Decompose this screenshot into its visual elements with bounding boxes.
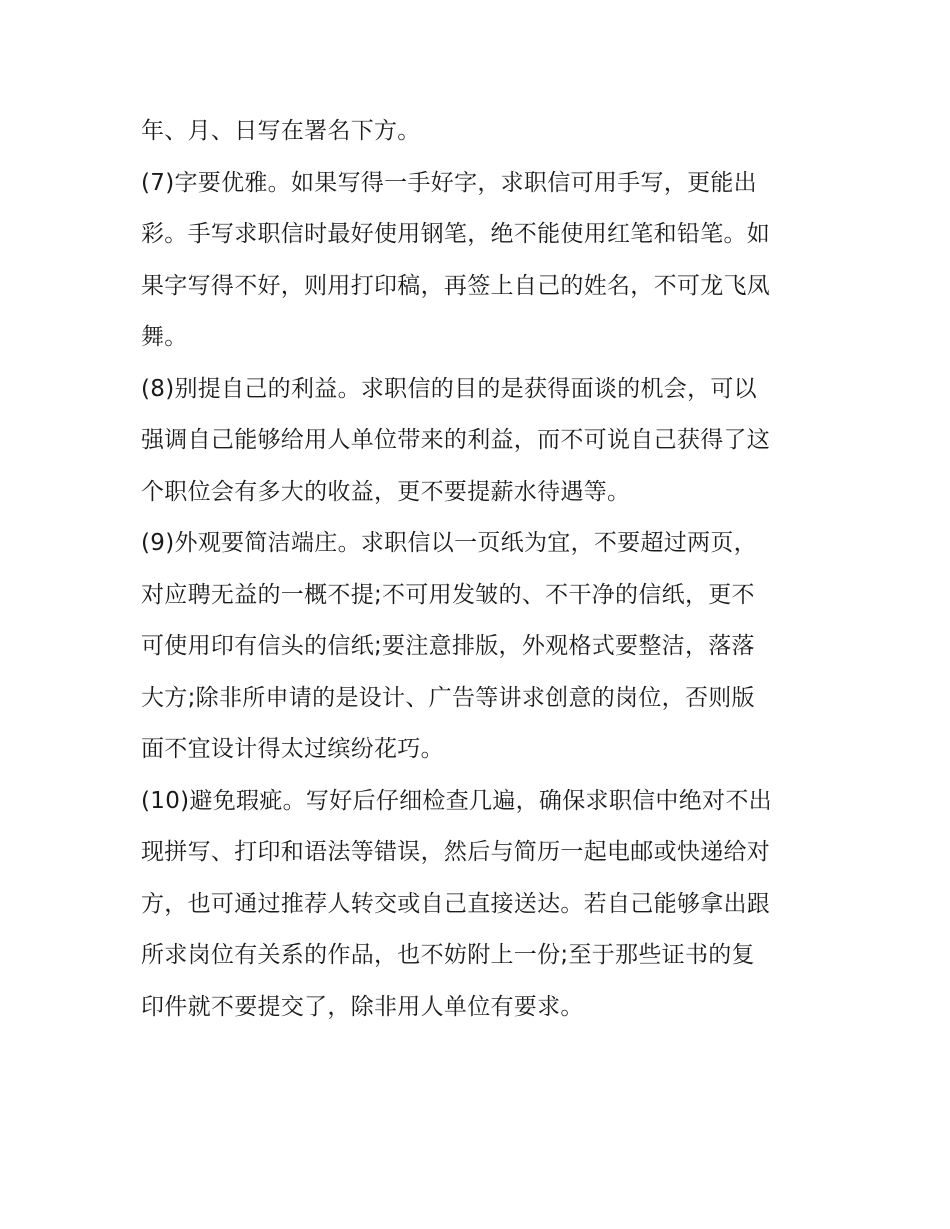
- text-line: 舞。: [141, 324, 188, 350]
- document-body: [141, 106, 841, 1033]
- text-line: 方，也可通过推荐人转交或自己直接送达。若自己能够拿出跟: [141, 890, 771, 917]
- text-line: 年、月、日写在署名下方。: [141, 118, 421, 144]
- text-line: (7)字要优雅。如果写得一手好字，求职信可用手写，更能出: [141, 169, 757, 196]
- text-line: 所求岗位有关系的作品，也不妨附上一份;至于那些证书的复: [141, 942, 755, 968]
- text-line: 印件就不要提交了，除非用人单位有要求。: [141, 993, 584, 1020]
- text-line: (8)别提自己的利益。求职信的目的是获得面谈的机会，可以: [141, 375, 757, 402]
- text-line: 现拼写、打印和语法等错误，然后与简历一起电邮或快递给对: [141, 839, 771, 865]
- text-line: (10)避免瑕疵。写好后仔细检查几遍，确保求职信中绝对不出: [141, 787, 772, 814]
- text-line: 果字写得不好，则用打印稿，再签上自己的姓名，不可龙飞凤: [141, 272, 771, 299]
- text-line: 可使用印有信头的信纸;要注意排版，外观格式要整洁，落落: [141, 633, 755, 659]
- text-line: (9)外观要简洁端庄。求职信以一页纸为宜，不要超过两页，: [141, 530, 757, 556]
- text-line: 大方;除非所申请的是设计、广告等讲求创意的岗位，否则版: [141, 684, 755, 711]
- text-line: 强调自己能够给用人单位带来的利益，而不可说自己获得了这: [141, 427, 771, 453]
- text-line: 对应聘无益的一概不提;不可用发皱的、不干净的信纸，更不: [141, 581, 755, 608]
- text-line: 面不宜设计得太过缤纷花巧。: [141, 736, 444, 762]
- text-line: 彩。手写求职信时最好使用钢笔，绝不能使用红笔和铅笔。如: [141, 221, 771, 247]
- text-line: 个职位会有多大的收益，更不要提薪水待遇等。: [141, 478, 631, 505]
